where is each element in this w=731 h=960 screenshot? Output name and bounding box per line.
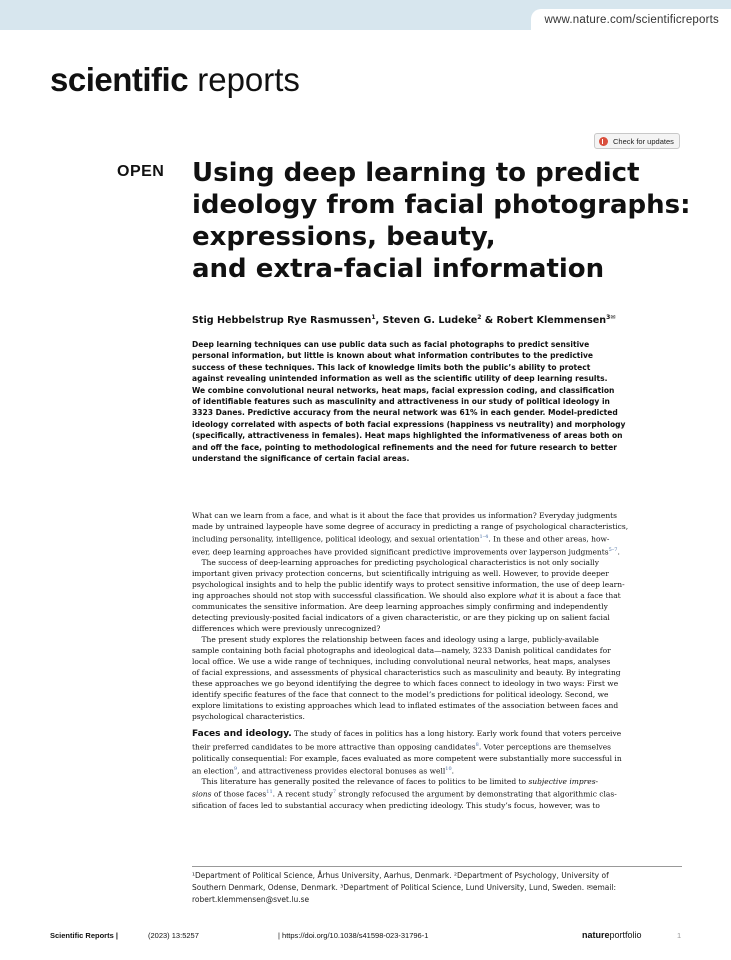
body-text: The success of deep-learning approaches for predicting psychological characteristics is not only socially bbox=[201, 558, 599, 567]
affiliations bbox=[192, 870, 687, 906]
body-line: of facial expressions, and assessments of physical characteristics such as masculinity and beauty. By integrating bbox=[192, 668, 621, 677]
abstract bbox=[192, 339, 690, 464]
author-name[interactable]: Robert Klemmensen bbox=[496, 315, 607, 327]
body-text: ing approaches should not stop with successful classification. We should also explore bbox=[192, 591, 519, 600]
logo-word-scientific: scientific bbox=[50, 61, 189, 98]
body-line: made by untrained laypeople have some degree of accuracy in predicting a range of psychological characteristics, bbox=[192, 522, 629, 531]
abstract-line: of identifiable features such as masculinity and attractiveness in our study of political ideology in bbox=[192, 397, 610, 407]
logo-word-nature: nature bbox=[582, 930, 610, 940]
author-name[interactable]: Steven G. Ludeke bbox=[382, 315, 478, 327]
citation-link[interactable]: 10 bbox=[445, 765, 452, 772]
citation-link[interactable]: 9 bbox=[233, 765, 238, 772]
body-line bbox=[192, 590, 682, 601]
footnote-divider bbox=[192, 866, 682, 867]
abstract-line: 3323 Danes. Predictive accuracy from the neural network was 61% in each gender. Model-predicted bbox=[192, 408, 618, 418]
check-updates-icon bbox=[599, 137, 608, 146]
abstract-line: understand the significance of certain facial areas. bbox=[192, 454, 410, 464]
body-text: strongly refocused the argument by demonstrating that algorithmic clas- bbox=[336, 789, 617, 799]
title-line: expressions, beauty, bbox=[192, 222, 496, 252]
body-text: . A recent study bbox=[272, 789, 333, 799]
body-line bbox=[192, 728, 682, 740]
footer-doi-link[interactable]: | https://doi.org/10.1038/s41598-023-31796-1 bbox=[278, 931, 429, 940]
body-italic: what bbox=[518, 591, 538, 600]
open-access-label: OPEN bbox=[117, 163, 165, 180]
abstract-line: (specifically, attractiveness in females). Heat maps highlighted the informativeness of areas both on bbox=[192, 431, 623, 441]
title-line: Using deep learning to predict bbox=[192, 158, 640, 188]
body-line: psychological insights and to help the public identify ways to protect sensitive information, the use of deep learn- bbox=[192, 580, 625, 589]
check-for-updates-button[interactable] bbox=[594, 133, 680, 149]
citation-link[interactable]: 8 bbox=[475, 742, 479, 748]
body-line: explore limitations to existing approaches which lead to inflated estimates of the association between faces and bbox=[192, 701, 619, 710]
abstract-line: ideology correlated with aspects of both facial expressions (happiness vs neutrality) and morphology bbox=[192, 419, 626, 429]
body-line bbox=[192, 740, 682, 753]
citation-link[interactable]: 7 bbox=[332, 789, 337, 795]
logo-word-reports: reports bbox=[188, 61, 300, 98]
body-text: it is about a face that bbox=[537, 591, 621, 600]
body-line: differences which were previously unrecognized? bbox=[192, 624, 381, 633]
body-line: psychological characteristics. bbox=[192, 712, 305, 721]
corresponding-email[interactable]: robert.klemmensen@svet.lu.se bbox=[192, 895, 310, 904]
author-affiliation-mark: 1 bbox=[371, 314, 376, 321]
affiliation-line: Southern Denmark, Odense, Denmark. ³Department of Political Science, Lund University, Lund, Sweden. ✉email: bbox=[192, 883, 617, 892]
body-line: identify specific features of the face that connect to the model’s predictions for political ideology. Second, we bbox=[192, 690, 609, 699]
abstract-line: success of these techniques. This lack of knowledge limits both the public’s ability to protect bbox=[192, 362, 591, 372]
abstract-line: Deep learning techniques can use public data such as facial photographs to predict sensitive bbox=[192, 340, 590, 349]
footer-citation: (2023) 13:5257 bbox=[148, 931, 199, 940]
body-line: sample containing both facial photographs and ideological data—namely, 3233 Danish political candidates for bbox=[192, 646, 611, 655]
body-text: . In these and other areas, how- bbox=[488, 534, 610, 544]
body-text: ever, deep learning approaches have provided significant predictive improvements over layperson judgments bbox=[192, 547, 609, 556]
body-line bbox=[192, 764, 682, 777]
body-text: . Voter perceptions are themselves bbox=[478, 742, 612, 752]
body-text: their preferred candidates to be more attractive than opposing candidates bbox=[192, 742, 476, 752]
body-line: politically consequential: For example, faces evaluated as more competent were substantially more successful in bbox=[192, 753, 622, 763]
author-affiliation-mark: 3✉ bbox=[606, 314, 616, 321]
page-footer bbox=[50, 931, 690, 945]
abstract-line: We combine convolutional neural networks, heat maps, facial expression coding, and classification bbox=[192, 385, 615, 395]
abstract-line: and off the face, pointing to methodological refinements and the need for future research to better bbox=[192, 442, 617, 452]
body-text: including personality, intelligence, political ideology, and sexual orientation bbox=[192, 534, 480, 544]
author-affiliation-mark: 2 bbox=[477, 314, 482, 321]
author-list bbox=[192, 314, 615, 326]
body-text: . bbox=[617, 547, 620, 556]
abstract-line: against revealing unintended information as well as the scientific utility of deep learning results. bbox=[192, 374, 608, 384]
nature-portfolio-logo bbox=[582, 930, 642, 940]
author-separator: , bbox=[375, 315, 383, 327]
body-line: important given privacy protection concerns, but scientifically intriguing as well. However, to provide deeper bbox=[192, 569, 609, 578]
body-line: detecting previously-posited facial indicators of a given characteristic, or are they picking up on salient facial bbox=[192, 613, 610, 622]
body-line: What can we learn from a face, and what is it about the face that provides us information? Everyday judgments bbox=[192, 511, 618, 520]
affiliation-line: ¹Department of Political Science, Århus University, Aarhus, Denmark. ²Department of Psychology, University of bbox=[192, 871, 609, 880]
body-line: local office. We use a wide range of techniques, including convolutional neural networks, heat maps, analyses bbox=[192, 657, 611, 666]
body-line bbox=[192, 557, 682, 568]
journal-url[interactable]: www.nature.com/scientificreports bbox=[531, 9, 731, 31]
title-line: and extra-facial information bbox=[192, 254, 605, 284]
body-line: sification of faces led to substantial accuracy when predicting ideology. This study’s focus, however, was to bbox=[192, 800, 600, 810]
body-line: these approaches we go beyond identifying the degree to which faces connect to ideology in two ways: First we bbox=[192, 679, 619, 688]
section-heading: Faces and ideology. bbox=[192, 729, 292, 739]
journal-logo[interactable] bbox=[50, 60, 300, 100]
body-italic: sions bbox=[192, 789, 212, 799]
author-name[interactable]: Stig Hebbelstrup Rye Rasmussen bbox=[192, 315, 372, 327]
body-text: , and attractiveness provides electoral bonuses as well bbox=[237, 766, 446, 775]
body-text: . bbox=[451, 766, 455, 775]
citation-link[interactable]: 5–7 bbox=[608, 546, 618, 553]
article-body bbox=[192, 510, 682, 811]
body-line bbox=[192, 545, 682, 558]
body-text: an election bbox=[192, 766, 234, 775]
body-text: This literature has generally posited the relevance of faces to politics to be limited to bbox=[201, 777, 529, 786]
body-italic: subjective impres- bbox=[528, 777, 599, 786]
body-text: of those faces bbox=[211, 789, 267, 799]
body-line bbox=[192, 532, 682, 545]
body-line bbox=[192, 634, 682, 645]
article-title bbox=[192, 157, 692, 285]
check-updates-label: Check for updates bbox=[613, 137, 674, 146]
body-text: The present study explores the relationship between faces and ideology using a large, publicly-available bbox=[201, 635, 599, 644]
author-separator: & bbox=[481, 315, 497, 327]
abstract-line: personal information, but little is known about what information contributes to the predictive bbox=[192, 351, 594, 361]
body-line bbox=[192, 776, 682, 787]
logo-word-portfolio: portfolio bbox=[609, 930, 642, 940]
citation-link[interactable]: 11 bbox=[266, 789, 273, 795]
body-line bbox=[192, 787, 682, 800]
page-number: 1 bbox=[677, 931, 682, 940]
body-line: communicates the sensitive information. Are deep learning approaches simply confirming and independently bbox=[192, 602, 608, 611]
body-text: The study of faces in politics has a long history. Early work found that voters perceive bbox=[291, 729, 622, 738]
footer-journal: Scientific Reports | bbox=[50, 931, 118, 940]
citation-link[interactable]: 1–4 bbox=[479, 534, 489, 540]
title-line: ideology from facial photographs: bbox=[192, 190, 691, 220]
